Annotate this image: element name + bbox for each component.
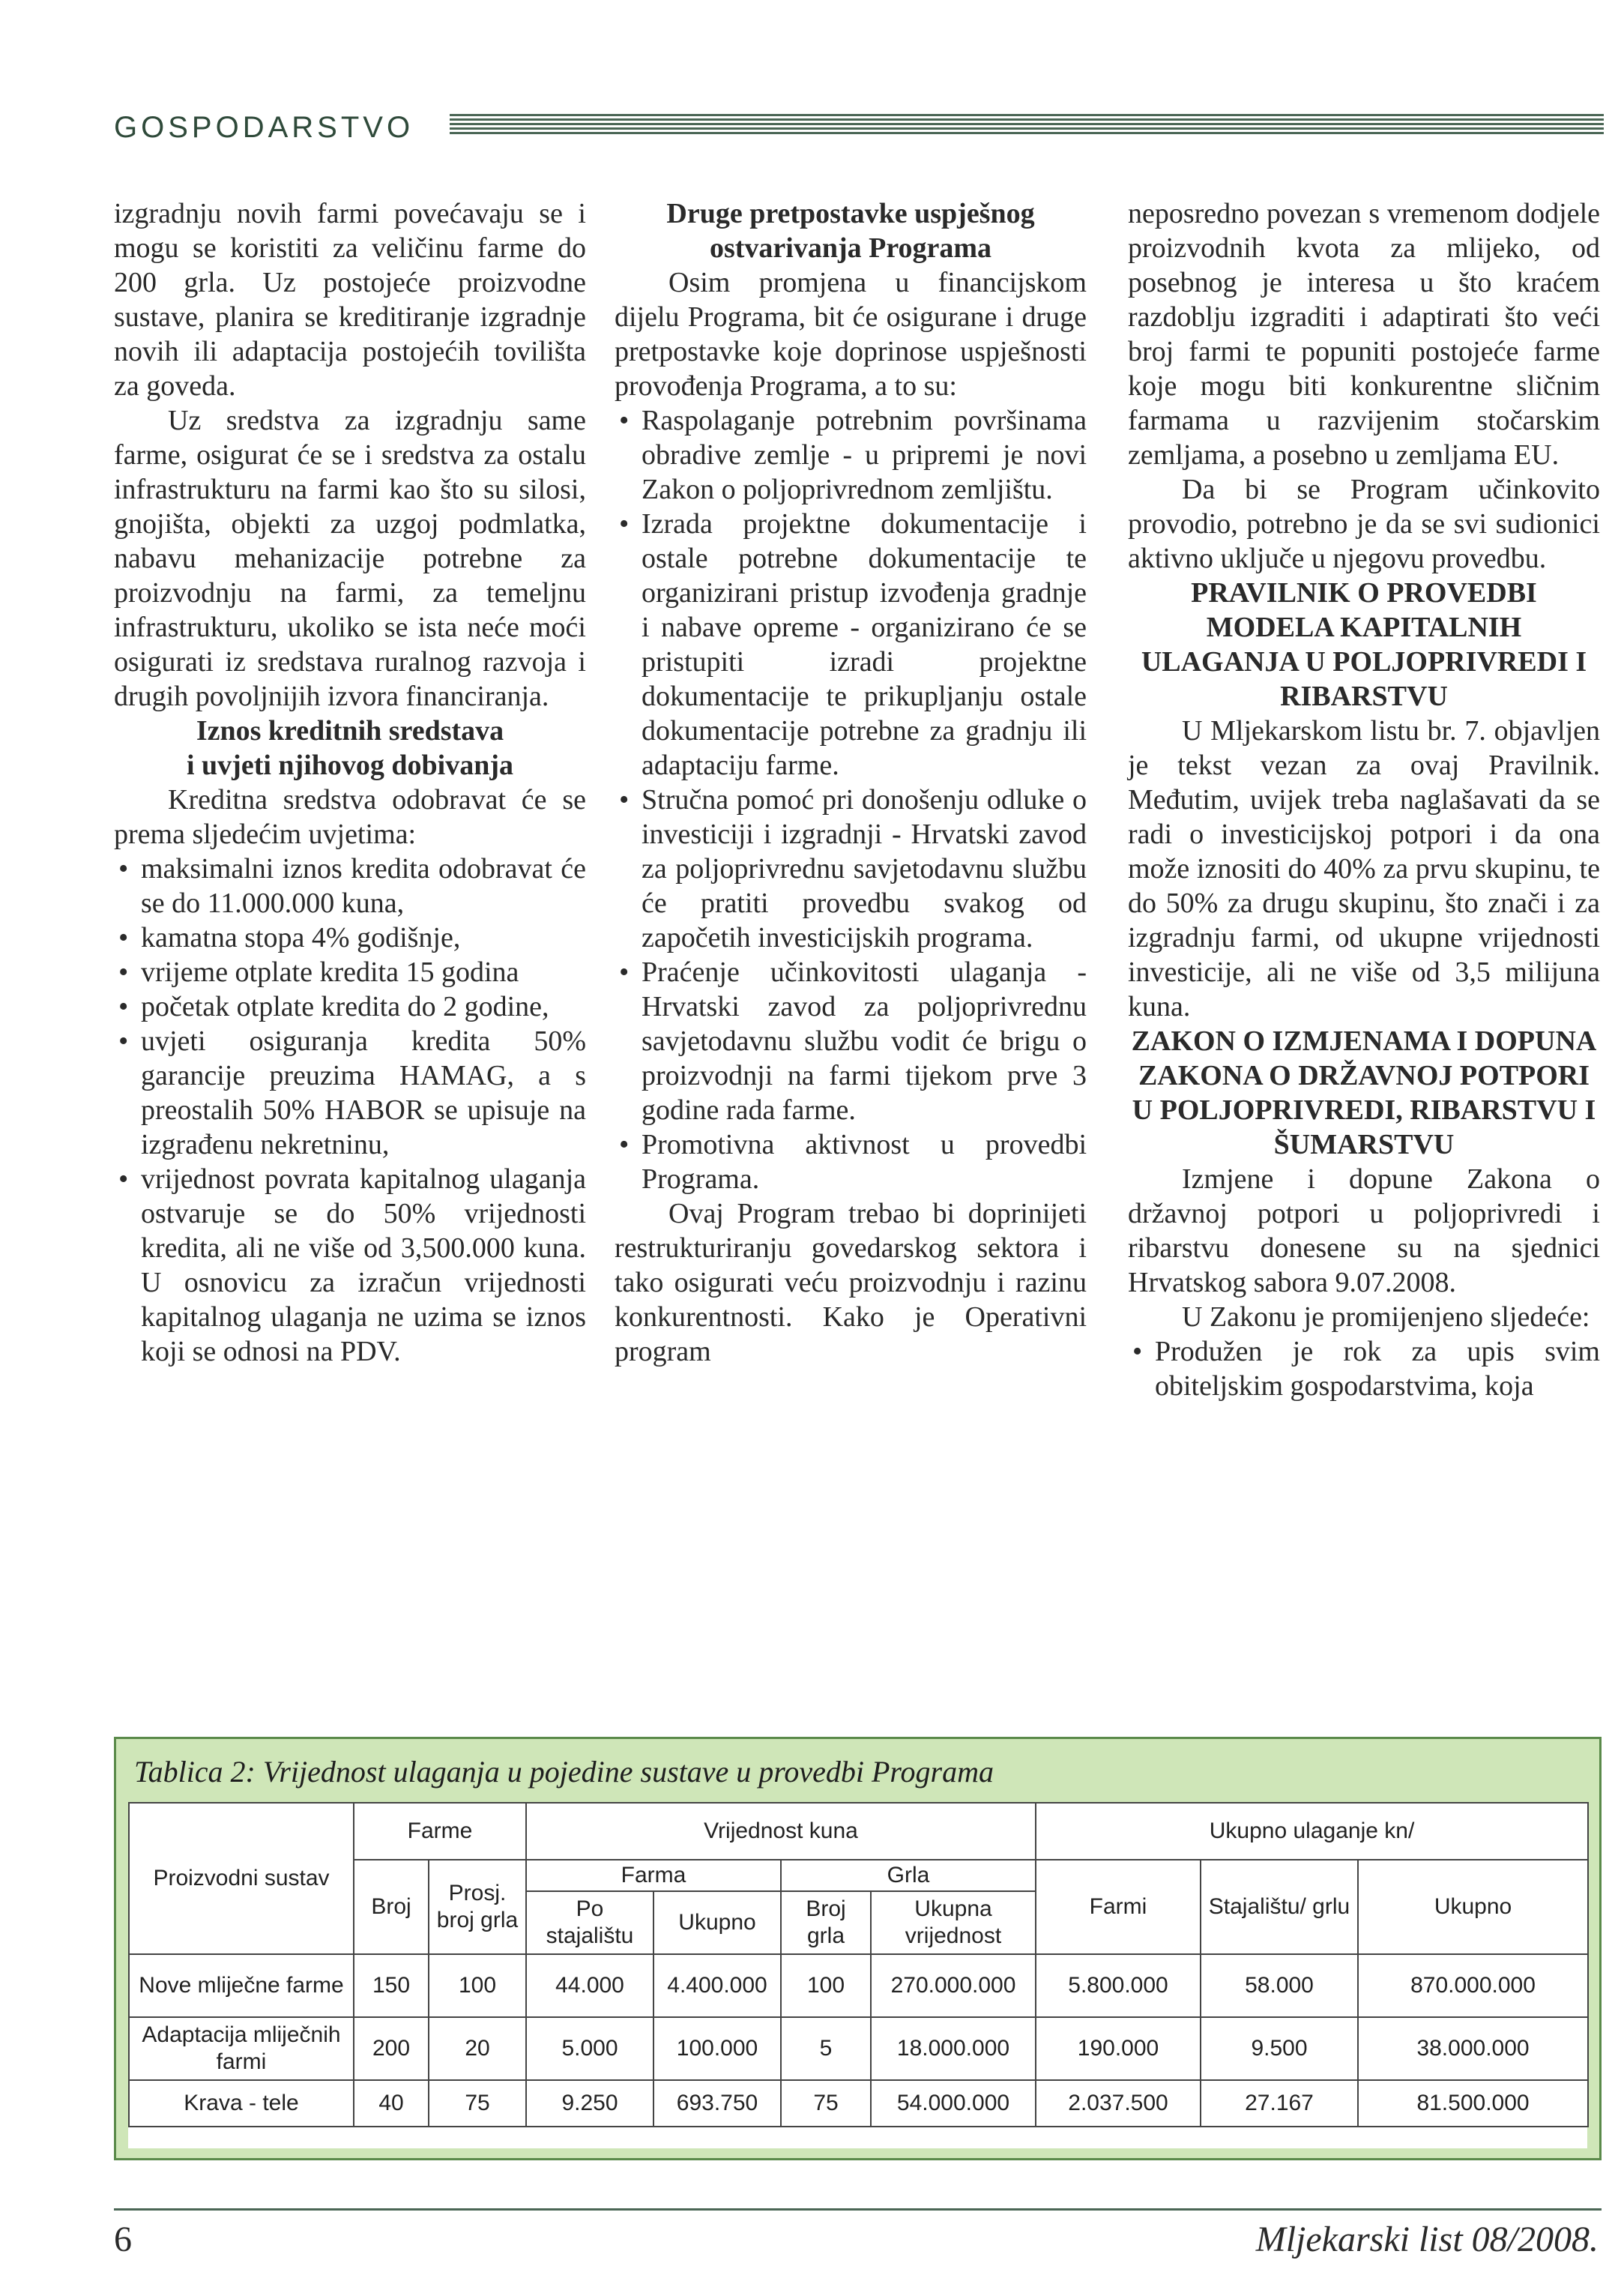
list-item: • početak otplate kredita do 2 godine, [118, 991, 549, 1022]
header-cell: Vrijednost kuna [526, 1803, 1036, 1860]
cell: 4.400.000 [653, 1954, 781, 2017]
cell: 150 [354, 1954, 429, 2017]
cell: 270.000.000 [871, 1954, 1036, 2017]
cell: 693.750 [653, 2080, 781, 2127]
row-label: Krava - tele [129, 2080, 354, 2127]
cell: 100 [781, 1954, 871, 2017]
cell: 5.000 [526, 2017, 653, 2080]
list-item: • kamatna stopa 4% godišnje, [118, 922, 461, 953]
table-row [129, 2017, 1588, 2080]
paragraph: U Zakonu je promijenjeno sljedeće: [1182, 1301, 1590, 1333]
list-item: • Izrada projektne dokumentacije i ostale potrebne dokumentacije te organizirani pristup izvođenja gradnje i nabave opreme - organizirano će se pristupiti izradi projektne dokumentacije te prikupljanju ostale dokumentacije potrebne za gradnju ili adaptaciju farme. [619, 508, 1087, 781]
header-cell: Farma [526, 1860, 781, 1891]
header-cell: Ukupno [653, 1891, 781, 1954]
cell: 75 [429, 2080, 526, 2127]
header-cell: Ukupna vrijednost [871, 1891, 1036, 1954]
header-cell: Broj [354, 1860, 429, 1954]
cell: 190.000 [1036, 2017, 1201, 2080]
table-container [128, 1802, 1587, 2148]
cell: 44.000 [526, 1954, 653, 2017]
header-cell: Stajalištu/ grlu [1201, 1860, 1358, 1954]
cell: 9.500 [1201, 2017, 1358, 2080]
table-caption: Tablica 2: Vrijednost ulaganja u pojedine sustave u provedbi Programa [134, 1755, 994, 1789]
list-item: • Promotivna aktivnost u provedbi Programa. [619, 1129, 1087, 1195]
footer-rule [114, 2208, 1602, 2211]
list-item: • maksimalni iznos kredita odobravat će se do 11.000.000 kuna, [118, 853, 586, 919]
header-cell: Farme [354, 1803, 526, 1860]
paragraph: Kreditna sredstva odobravat će se prema sljedećim uvjetima: [114, 784, 586, 850]
paragraph: izgradnju novih farmi povećavaju se i mogu se koristiti za veličinu farme do 200 grla. Uz postojeće proizvodne sustave, planira se kreditiranje izgradnje novih ili adaptacija postojećih tovilišta za goveda. [114, 198, 586, 402]
journal-title: Mljekarski list 08/2008. [1255, 2220, 1599, 2259]
subheading: Iznos kreditnih sredstava [196, 715, 504, 747]
paragraph: Ovaj Program trebao bi doprinijeti restrukturiranju govedarskog sektora i tako osigurati veću proizvodnju i razinu konkurentnosti. Kako je Operativni program [615, 1198, 1087, 1367]
subheading: ZAKON O IZMJENAMA I DOPUNA ZAKONA O DRŽAVNOJ POTPORI U POLJOPRIVREDI, RIBARSTVU I ŠUMARSTVU [1131, 1025, 1597, 1160]
header-cell: Proizvodni sustav [129, 1803, 354, 1954]
cell: 100 [429, 1954, 526, 2017]
cell: 2.037.500 [1036, 2080, 1201, 2127]
row-label: Nove mliječne farme [129, 1954, 354, 2017]
table-row [129, 2080, 1588, 2127]
cell: 870.000.000 [1358, 1954, 1588, 2017]
investment-table [128, 1802, 1589, 2127]
column-3 [1128, 196, 1600, 1403]
cell: 20 [429, 2017, 526, 2080]
bullet-list [114, 852, 586, 1369]
cell: 58.000 [1201, 1954, 1358, 2017]
bullet-list [615, 403, 1087, 1196]
subheading: ostvarivanja Programa [709, 232, 992, 264]
cell: 40 [354, 2080, 429, 2127]
cell: 5.800.000 [1036, 1954, 1201, 2017]
header-cell: Prosj. broj grla [429, 1860, 526, 1954]
cell: 54.000.000 [871, 2080, 1036, 2127]
paragraph: Osim promjena u financijskom dijelu Programa, bit će osigurane i druge pretpostavke koje doprinose uspješnosti provođenja Programa, a to su: [615, 267, 1087, 402]
list-item: • Praćenje učinkovitosti ulaganja - Hrvatski zavod za poljoprivrednu savjetodavnu službu vodit će brigu o proizvodnji na farmi tijekom prve 3 godine rada farme. [619, 956, 1087, 1126]
cell: 9.250 [526, 2080, 653, 2127]
paragraph: Da bi se Program učinkovito provodio, potrebno je da se svi sudionici aktivno uključe u njegovu provedbu. [1128, 474, 1600, 574]
cell: 100.000 [653, 2017, 781, 2080]
cell: 200 [354, 2017, 429, 2080]
subheading: PRAVILNIK O PROVEDBI MODELA KAPITALNIH ULAGANJA U POLJOPRIVREDI I RIBARSTVU [1141, 577, 1587, 712]
paragraph: U Mljekarskom listu br. 7. objavljen je tekst vezan za ovaj Pravilnik. Međutim, uvijek treba naglašavati da se radi o investicijskoj potpori i da ona može iznositi do 40% za prvu skupinu, te do 50% za drugu skupinu, što znači i za izgradnju farmi, od ukupne vrijednosti investicije, ali ne više od 3,5 milijuna kuna. [1128, 715, 1600, 1022]
header-cell: Grla [781, 1860, 1036, 1891]
header-rule [450, 114, 1604, 135]
table-row [129, 1954, 1588, 2017]
header-cell: Ukupno [1358, 1860, 1588, 1954]
cell: 81.500.000 [1358, 2080, 1588, 2127]
header-cell: Ukupno ulaganje kn/ [1036, 1803, 1588, 1860]
list-item: • Stručna pomoć pri donošenju odluke o investiciji i izgradnji - Hrvatski zavod za poljoprivrednu savjetodavnu službu će pratiti provedbu svakog od započetih investicijskih programa. [619, 784, 1087, 953]
cell: 38.000.000 [1358, 2017, 1588, 2080]
paragraph: Uz sredstva za izgradnju same farme, osigurat će se i sredstva za ostalu infrastrukturu na farmi kao što su silosi, gnojišta, objekti za uzgoj podmlatka, nabavu mehanizacije potrebne za proizvodnju na farmi, za temeljnu infrastrukturu, ukoliko se ista neće moći osigurati iz sredstava ruralnog razvoja i drugih povoljnijih izvora financiranja. [114, 405, 586, 712]
list-item: • uvjeti osiguranja kredita 50% garancije preuzima HAMAG, a s preostalih 50% HABOR se upisuje na izgrađenu nekretninu, [118, 1025, 586, 1160]
page-number: 6 [114, 2220, 132, 2259]
cell: 5 [781, 2017, 871, 2080]
list-item: • vrijeme otplate kredita 15 godina [118, 956, 519, 988]
list-item: • Raspolaganje potrebnim površinama obradive zemlje - u pripremi je novi Zakon o poljoprivrednom zemljištu. [619, 405, 1087, 505]
column-2 [615, 196, 1087, 1369]
bullet-list [1128, 1334, 1600, 1403]
list-item: • Produžen je rok za upis svim obiteljskim gospodarstvima, koja [1132, 1336, 1600, 1402]
column-1 [114, 196, 586, 1369]
list-item: • vrijednost povrata kapitalnog ulaganja ostvaruje se do 50% vrijednosti kredita, ali ne više od 3,500.000 kuna. U osnovicu za izračun vrijednosti kapitalnog ulaganja ne uzima se iznos koji se odnosi na PDV. [118, 1163, 586, 1367]
cell: 27.167 [1201, 2080, 1358, 2127]
row-label: Adaptacija mliječnih farmi [129, 2017, 354, 2080]
header-cell: Farmi [1036, 1860, 1201, 1954]
table-box [114, 1737, 1602, 2160]
paragraph: Izmjene i dopune Zakona o državnoj potpori u poljoprivredi i ribarstvu donesene su na sjednici Hrvatskog sabora 9.07.2008. [1128, 1163, 1600, 1298]
subheading: Druge pretpostavke uspješnog [666, 198, 1035, 229]
paragraph: neposredno povezan s vremenom dodjele proizvodnih kvota za mlijeko, od posebnog je interesa u što kraćem razdoblju izgraditi i adaptirati što veći broj farmi te popuniti postojeće farme koje mogu biti konkurentne sličnim farmama u razvijenim stočarskim zemljama, a posebno u zemljama EU. [1128, 198, 1600, 471]
section-title: GOSPODARSTVO [114, 111, 414, 144]
cell: 18.000.000 [871, 2017, 1036, 2080]
subheading: i uvjeti njihovog dobivanja [186, 750, 514, 781]
header-cell: Po stajalištu [526, 1891, 653, 1954]
header-cell: Broj grla [781, 1891, 871, 1954]
cell: 75 [781, 2080, 871, 2127]
